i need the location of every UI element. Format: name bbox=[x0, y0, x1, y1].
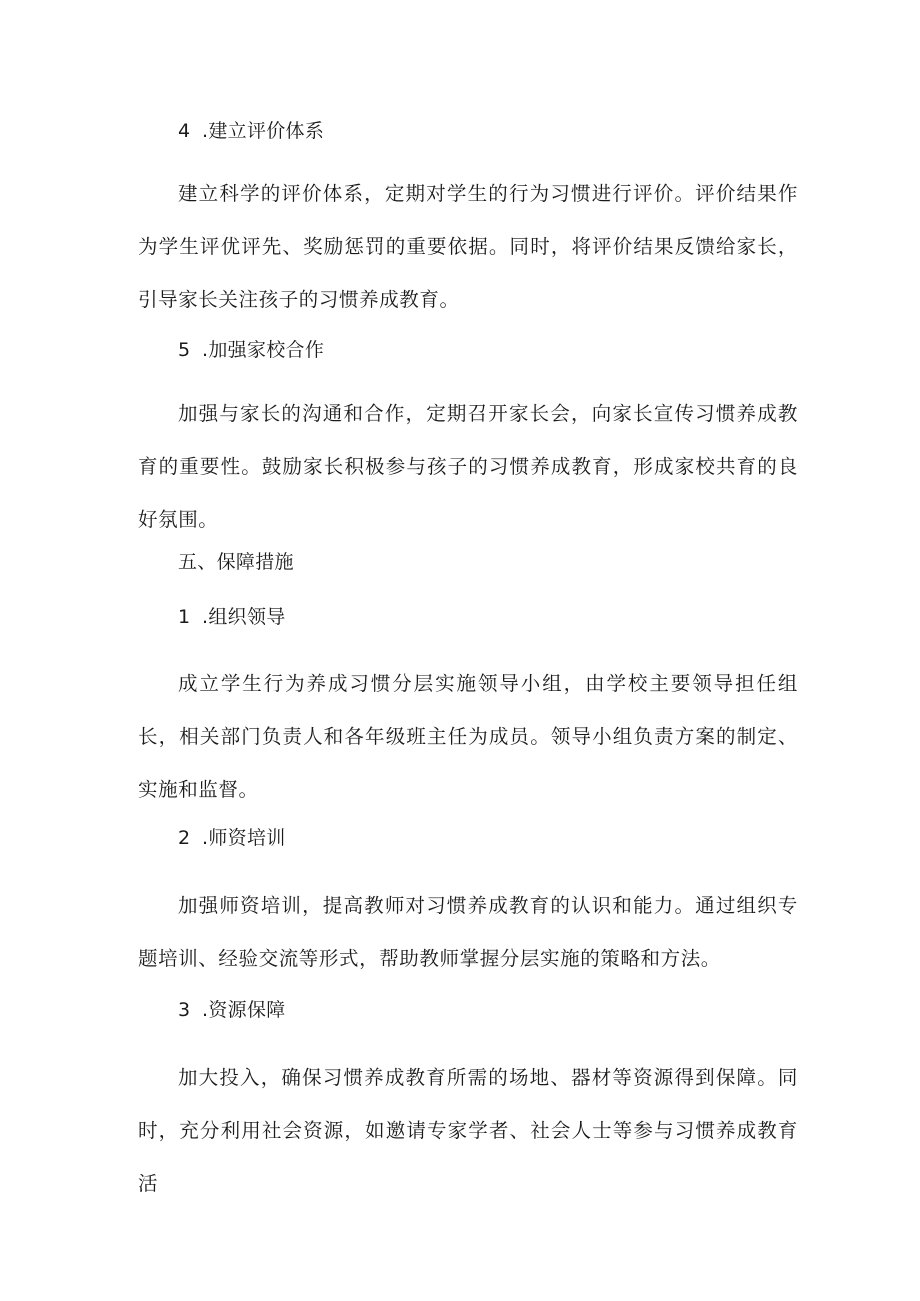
heading-number: 4 bbox=[178, 120, 191, 142]
heading-2-teacher-training bbox=[178, 825, 286, 851]
heading-number: 3 bbox=[178, 999, 191, 1021]
paragraph-teacher-training: 加强师资培训，提高教师对习惯养成教育的认识和能力。通过组织专题培训、经验交流等形式，帮助教师掌握分层实施的策略和方法。 bbox=[138, 894, 798, 970]
heading-4-evaluation-system bbox=[178, 118, 324, 144]
heading-title: .资源保障 bbox=[202, 999, 286, 1021]
heading-title: .师资培训 bbox=[202, 827, 286, 849]
heading-1-organization-leadership bbox=[178, 604, 286, 630]
heading-3-resource-support bbox=[178, 997, 286, 1023]
paragraph-resource-support: 加大投入，确保习惯养成教育所需的场地、器材等资源得到保障。同时，充分利用社会资源，如邀请专家学者、社会人士等参与习惯养成教育活 bbox=[138, 1066, 798, 1195]
heading-number: 1 bbox=[178, 606, 191, 628]
paragraph-home-school-cooperation: 加强与家长的沟通和合作，定期召开家长会，向家长宣传习惯养成教育的重要性。鼓励家长积极参与孩子的习惯养成教育，形成家校共育的良好氛围。 bbox=[138, 402, 798, 531]
chapter-heading-safeguards: 五、保障措施 bbox=[178, 551, 294, 573]
heading-number: 2 bbox=[178, 827, 191, 849]
paragraph-evaluation-system: 建立科学的评价体系，定期对学生的行为习惯进行评价。评价结果作为学生评优评先、奖励惩罚的重要依据。同时，将评价结果反馈给家长，引导家长关注孩子的习惯养成教育。 bbox=[138, 182, 798, 311]
heading-5-home-school-cooperation bbox=[178, 337, 324, 363]
heading-title: .加强家校合作 bbox=[202, 339, 325, 361]
heading-number: 5 bbox=[178, 339, 191, 361]
heading-title: .建立评价体系 bbox=[202, 120, 325, 142]
heading-title: .组织领导 bbox=[202, 606, 286, 628]
paragraph-organization-leadership: 成立学生行为养成习惯分层实施领导小组，由学校主要领导担任组长，相关部门负责人和各年级班主任为成员。领导小组负责方案的制定、实施和监督。 bbox=[138, 672, 798, 801]
